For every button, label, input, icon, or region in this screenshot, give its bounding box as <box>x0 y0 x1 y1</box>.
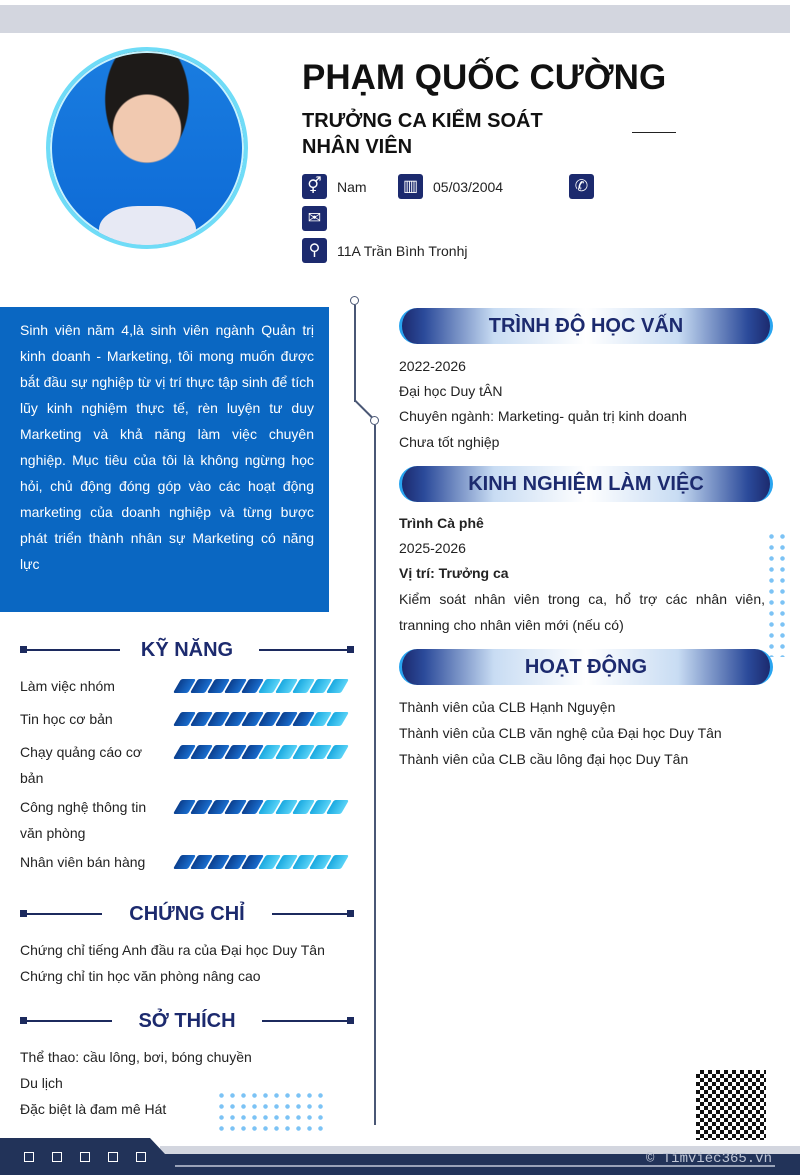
decorative-dots <box>216 1090 326 1134</box>
hobby-item: Đặc biệt là đam mê Hát <box>20 1101 167 1117</box>
education-line: Chuyên ngành: Marketing- quản trị kinh doanh <box>399 408 687 424</box>
gender-value: Nam <box>337 179 367 195</box>
experience-description: Kiểm soát nhân viên trong ca, hổ trợ các nhân viên, tranning cho nhân viên mới (nếu có) <box>399 591 765 633</box>
skill-level-bar <box>177 855 345 869</box>
activity-item: Thành viên của CLB Hạnh Nguyện <box>399 699 616 715</box>
timeline-line <box>374 425 376 1125</box>
hobby-item: Thể thao: cầu lông, bơi, bóng chuyền <box>20 1049 252 1065</box>
skill-label: Công nghệ thông tin văn phòng <box>20 799 147 841</box>
experience-company: Trình Cà phê <box>399 515 484 531</box>
address-value: 11A Trần Bình Tronhj <box>337 243 468 259</box>
footer <box>0 1138 800 1175</box>
skill-level-bar <box>177 712 345 726</box>
career-objective: Sinh viên năm 4,là sinh viên ngành Quản trị kinh doanh - Marketing, tôi mong muốn được bắt đầu sự nghiệp từ vị trí thực tập sinh để tích lũy kinh nghiệm thực tế, rèn luyện tư duy Marketing và khả năng làm việc chuyên nghiệp. Mục tiêu của tôi là không ngừng học hỏi, chủ động đóng góp vào các hoạt động marketing của doanh nghiệp và từng bược phát triển thành nhân sự Marketing có năng lực <box>0 307 329 612</box>
avatar <box>46 47 248 249</box>
certificate-item: Chứng chỉ tin học văn phòng nâng cao <box>20 968 261 984</box>
decorative-dots <box>766 531 788 657</box>
skill-level-bar <box>177 745 345 759</box>
skill-level-bar <box>177 679 345 693</box>
certificate-item: Chứng chỉ tiếng Anh đầu ra của Đại học Duy Tân <box>20 942 325 958</box>
candidate-name: PHẠM QUỐC CƯỜNG <box>302 58 667 97</box>
activity-item: Thành viên của CLB văn nghệ của Đại học Duy Tân <box>399 725 722 741</box>
activities-heading: HOẠT ĐỘNG <box>399 649 773 685</box>
top-bar <box>0 5 790 33</box>
experience-period: 2025-2026 <box>399 540 466 556</box>
education-heading: TRÌNH ĐỘ HỌC VẤN <box>399 308 773 344</box>
timeline-node <box>350 296 359 305</box>
copyright: © Timviec365.vn <box>645 1151 772 1167</box>
education-line: 2022-2026 <box>399 358 466 374</box>
divider <box>632 132 676 133</box>
activity-item: Thành viên của CLB cầu lông đại học Duy Tân <box>399 751 689 767</box>
skill-label: Làm việc nhóm <box>20 678 115 694</box>
birthday-value: 05/03/2004 <box>433 179 504 195</box>
education-line: Chưa tốt nghiệp <box>399 434 500 450</box>
certificates-title: CHỨNG CHỈ <box>129 903 245 925</box>
timeline-line <box>354 305 356 402</box>
gender-icon: ⚥ <box>302 174 327 199</box>
skill-label: Tin học cơ bản <box>20 711 113 727</box>
skill-level-bar <box>177 800 345 814</box>
education-line: Đại học Duy tÂN <box>399 383 503 399</box>
hobbies-title: SỞ THÍCH <box>138 1010 236 1032</box>
job-title: TRƯỞNG CA KIỂM SOÁT NHÂN VIÊN <box>302 110 543 158</box>
experience-heading: KINH NGHIỆM LÀM VIỆC <box>399 466 773 502</box>
qr-code <box>696 1070 766 1140</box>
hobbies-heading <box>20 1009 354 1033</box>
phone-icon: ✆ <box>569 174 594 199</box>
experience-position: Vị trí: Trưởng ca <box>399 565 509 581</box>
skill-label: Nhân viên bán hàng <box>20 854 146 870</box>
email-icon: ✉ <box>302 206 327 231</box>
timeline-node <box>370 416 379 425</box>
skills-heading <box>20 638 354 662</box>
birthday-cake-icon: ▥ <box>398 174 423 199</box>
skills-title: KỸ NĂNG <box>140 639 234 661</box>
location-icon: ⚲ <box>302 238 327 263</box>
certificates-heading <box>20 902 354 926</box>
skill-label: Chạy quảng cáo cơ bản <box>20 744 143 786</box>
hobby-item: Du lịch <box>20 1075 63 1091</box>
